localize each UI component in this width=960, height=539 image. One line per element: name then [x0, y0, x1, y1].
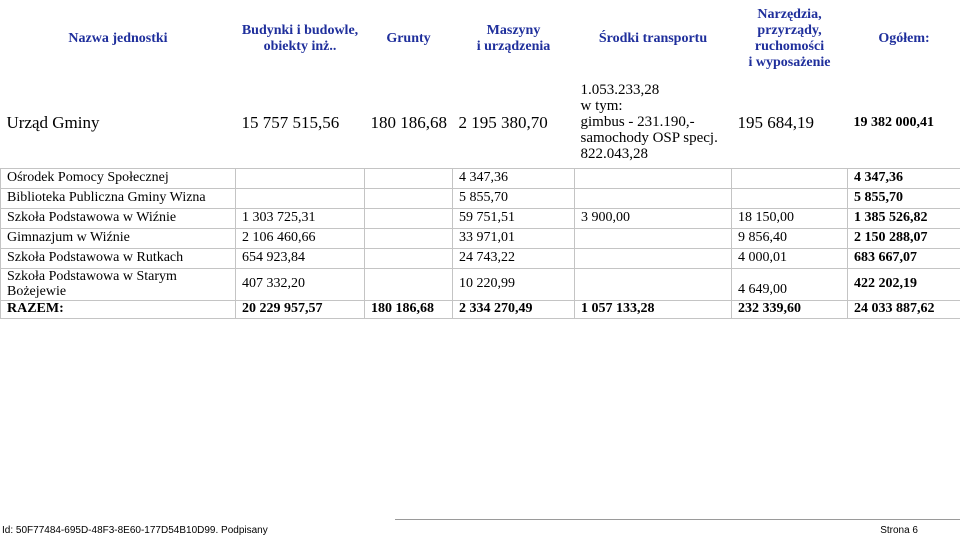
row-razem-total	[1, 300, 960, 318]
cell-land: 180 186,68	[365, 300, 453, 318]
row-biblioteka-publiczna	[1, 188, 960, 208]
cell-machinery: 59 751,51	[453, 208, 575, 228]
cell-total: 2 150 288,07	[848, 228, 960, 248]
document-id: Id: 50F77484-695D-48F3-8E60-177D54B10D99. Podpisany	[2, 525, 268, 536]
cell-transport	[575, 248, 732, 268]
cell-land	[365, 188, 453, 208]
cell-land	[365, 208, 453, 228]
cell-machinery: 2 334 270,49	[453, 300, 575, 318]
cell-total: 4 347,36	[848, 168, 960, 188]
cell-unit-name: Urząd Gminy	[6, 112, 100, 132]
row-szkola-podstawowa-rutki	[1, 248, 960, 268]
cell-transport	[575, 268, 732, 300]
cell-land	[365, 168, 453, 188]
cell-tools: 4 649,00	[732, 268, 848, 300]
cell-unit-name: Biblioteka Publiczna Gminy Wizna	[1, 188, 236, 208]
cell-transport: 1.053.233,28 w tym: gimbus - 231.190,- samochody OSP specj. 822.043,28	[580, 82, 718, 162]
cell-total: 24 033 887,62	[848, 300, 960, 318]
cell-machinery: 4 347,36	[453, 168, 575, 188]
cell-transport: 1 057 133,28	[575, 300, 732, 318]
cell-land	[365, 228, 453, 248]
cell-tools: 195 684,19	[737, 112, 814, 132]
cell-tools: 232 339,60	[732, 300, 848, 318]
cell-total: 1 385 526,82	[848, 208, 960, 228]
row-gimnazjum-wizna	[1, 228, 960, 248]
header-land: Grunty	[386, 31, 431, 46]
cell-buildings: 654 923,84	[236, 248, 365, 268]
cell-land	[365, 248, 453, 268]
row-urzad-gminy	[1, 78, 960, 168]
cell-transport	[575, 228, 732, 248]
row-szkola-podstawowa-stare-bozejewo	[1, 268, 960, 300]
cell-transport	[575, 188, 732, 208]
cell-total: 19 382 000,41	[853, 114, 934, 130]
cell-machinery: 33 971,01	[453, 228, 575, 248]
cell-total: 422 202,19	[848, 268, 960, 300]
footer-divider	[395, 519, 960, 520]
cell-machinery: 10 220,99	[453, 268, 575, 300]
cell-buildings	[236, 168, 365, 188]
row-szkola-podstawowa-wizna	[1, 208, 960, 228]
header-buildings: Budynki i budowle, obiekty inż..	[241, 23, 359, 54]
table-header-row	[1, 0, 960, 78]
cell-tools: 9 856,40	[732, 228, 848, 248]
header-total: Ogółem:	[878, 31, 930, 46]
cell-transport: 3 900,00	[575, 208, 732, 228]
cell-machinery: 2 195 380,70	[458, 112, 548, 132]
header-machinery: Maszyny i urządzenia	[476, 23, 551, 54]
cell-total: 683 667,07	[848, 248, 960, 268]
cell-unit-name: Szkoła Podstawowa w Rutkach	[1, 248, 236, 268]
cell-land	[365, 268, 453, 300]
cell-machinery: 24 743,22	[453, 248, 575, 268]
cell-buildings: 2 106 460,66	[236, 228, 365, 248]
header-unit-name: Nazwa jednostki	[68, 31, 168, 46]
cell-buildings: 20 229 957,57	[236, 300, 365, 318]
cell-transport	[575, 168, 732, 188]
cell-buildings: 1 303 725,31	[236, 208, 365, 228]
cell-buildings	[236, 188, 365, 208]
cell-unit-name: Szkoła Podstawowa w Starym Bożejewie	[1, 268, 236, 300]
cell-total: 5 855,70	[848, 188, 960, 208]
cell-tools: 18 150,00	[732, 208, 848, 228]
cell-unit-name: RAZEM:	[1, 300, 236, 318]
cell-unit-name: Ośrodek Pomocy Społecznej	[1, 168, 236, 188]
cell-tools: 4 000,01	[732, 248, 848, 268]
page-number: Strona 6	[880, 525, 918, 536]
cell-tools	[732, 188, 848, 208]
cell-land: 180 186,68	[370, 112, 447, 132]
cell-buildings: 15 757 515,56	[241, 112, 340, 132]
cell-unit-name: Szkoła Podstawowa w Wiźnie	[1, 208, 236, 228]
cell-unit-name: Gimnazjum w Wiźnie	[1, 228, 236, 248]
header-tools: Narzędzia, przyrządy, ruchomości i wyposażenie	[748, 7, 831, 70]
cell-machinery: 5 855,70	[453, 188, 575, 208]
cell-buildings: 407 332,20	[236, 268, 365, 300]
header-transport: Środki transportu	[598, 31, 708, 46]
row-osrodek-pomocy-spolecznej	[1, 168, 960, 188]
cell-tools	[732, 168, 848, 188]
